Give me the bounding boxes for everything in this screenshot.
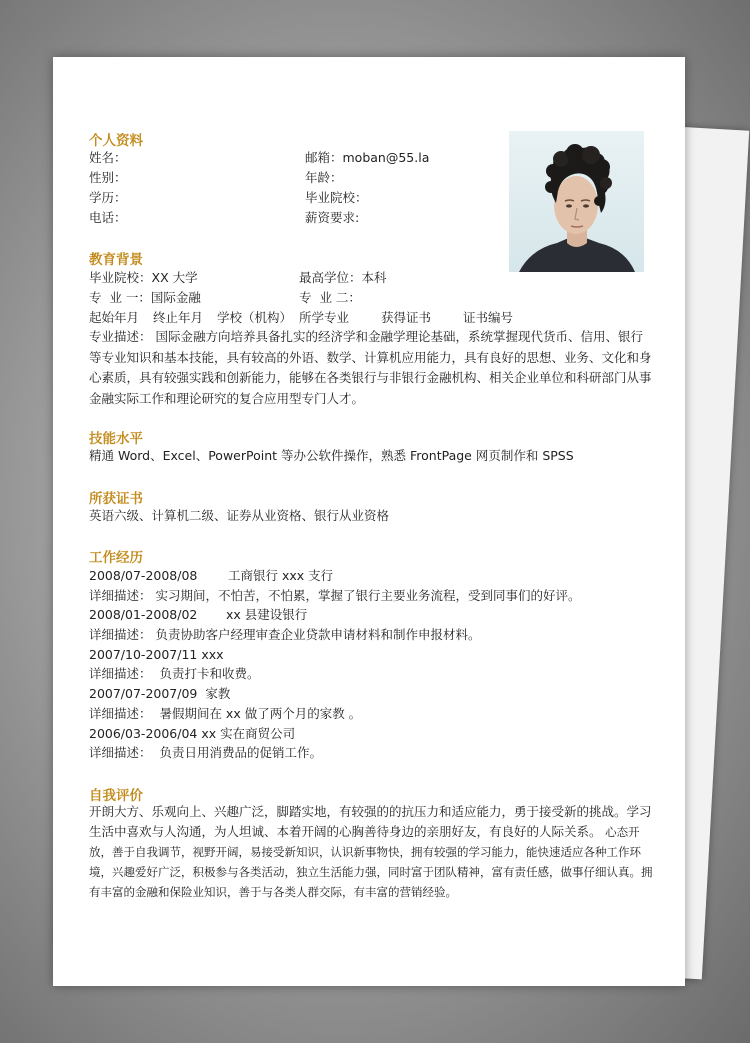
work-period-5: 2006/03-2006/04 xx 实在商贸公司: [89, 726, 296, 741]
self-evaluation-lead: 开朗大方、乐观向上、兴趣广泛，脚踏实地，有较强的的抗压力和适应能力，勇于接受新的挑战。学习生活中喜欢与人沟通，为人坦诚、本着开阔的心胸善待身边的亲朋好友，有良好的人际关系。: [89, 804, 652, 839]
resume-page: [53, 57, 685, 986]
edu-col-major: 所学专业: [299, 310, 350, 325]
name-field: 姓名：: [89, 150, 127, 165]
work-period-2: 2008/01-2008/02: [89, 607, 198, 622]
edu-col-end: 终止年月: [153, 310, 204, 325]
school-field: 毕业院校：: [305, 190, 368, 205]
section-heading-work: 工作经历: [89, 550, 143, 566]
work-desc-4: 详细描述： 暑假期间在 xx 做了两个月的家教 。: [89, 706, 362, 721]
edu-description: 专业描述： 国际金融方向培养具备扎实的经济学和金融学理论基础，系统掌握现代货币、信用、银行等专业知识和基本技能，具有较高的外语、数学、计算机应用能力，具有良好的思想、业务、文化和身心素质，具有较强实践和创新能力，能够在各类银行与非银行金融机构、相关企业单位和科研部门从事金融实际工作和理论研究的复合应用型专门人才。: [89, 329, 652, 406]
self-evaluation: [89, 802, 655, 902]
edu-major-1: 专 业 一：国际金融: [89, 290, 201, 305]
profile-photo: [509, 131, 644, 272]
salary-field: 薪资要求:: [305, 210, 360, 225]
edu-col-cert: 获得证书: [381, 310, 432, 325]
work-org-2: xx 县建设银行: [226, 607, 308, 622]
section-heading-skills: 技能水平: [89, 431, 143, 447]
self-evaluation-rest: 心态开放，善于自我调节，视野开阔，易接受新知识，认识新事物快，拥有较强的学习能力，能快速适应各种工作环境，兴趣爱好广泛，积极参与各类活动，独立生活能力强，同时富于团队精神，富有责任感，做事仔细认真。拥有丰富的金融和保险业知识，善于与各类人群交际，有丰富的营销经验。: [89, 825, 653, 899]
phone-field: 电话：: [89, 210, 127, 225]
edu-col-cert-no: 证书编号: [463, 310, 514, 325]
work-period-4: 2007/07-2007/09 家教: [89, 686, 231, 701]
edu-col-school: 学校（机构）: [217, 310, 293, 325]
work-period-1: 2008/07-2008/08: [89, 568, 198, 583]
age-field: 年龄：: [305, 170, 343, 185]
section-heading-self: 自我评价: [89, 788, 143, 804]
certs-text: 英语六级、计算机二级、证券从业资格、银行从业资格: [89, 508, 390, 523]
work-org-1: 工商银行 xxx 支行: [228, 568, 334, 583]
work-desc-2: 详细描述： 负责协助客户经理审查企业贷款申请材料和制作申报材料。: [89, 627, 481, 642]
email-field: 邮箱：moban@55.la: [305, 150, 430, 165]
edu-degree: 最高学位：本科: [299, 270, 387, 285]
work-desc-1: 详细描述： 实习期间，不怕苦，不怕累，掌握了银行主要业务流程，受到同事们的好评。: [89, 588, 581, 603]
section-heading-personal: 个人资料: [89, 133, 143, 149]
edu-col-start: 起始年月: [89, 310, 140, 325]
gender-field: 性别：: [89, 170, 127, 185]
section-heading-education: 教育背景: [89, 252, 143, 268]
work-period-3: 2007/10-2007/11 xxx: [89, 647, 224, 662]
skills-text: 精通 Word、Excel、PowerPoint 等办公软件操作，熟悉 FrontPage 网页制作和 SPSS: [89, 448, 574, 463]
edu-school: 毕业院校：XX 大学: [89, 270, 198, 285]
edu-major-2: 专 业 二：: [299, 290, 361, 305]
work-desc-3: 详细描述： 负责打卡和收费。: [89, 666, 260, 681]
education-field: 学历：: [89, 190, 127, 205]
work-desc-5: 详细描述： 负责日用消费品的促销工作。: [89, 745, 322, 760]
section-heading-certs: 所获证书: [89, 491, 143, 507]
